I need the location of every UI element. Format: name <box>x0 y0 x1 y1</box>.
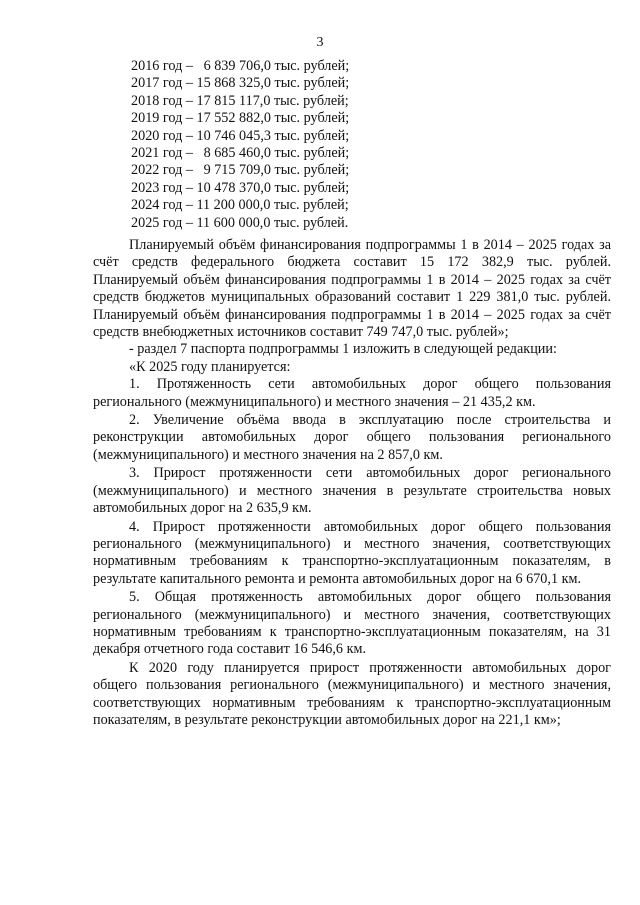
page-number: 3 <box>316 35 324 50</box>
financing-summary-paragraph: Планируемый объём финансирования подпрограммы 1 в 2014 – 2025 годах за счёт средств федерального бюджета составит 15 172 382,9 тыс. рублей. Планируемый объём финансирования подпрограммы 1 в 2014 – 2025 годах за счёт средств бюджетов муниципальных образований составит 1 229 381,0 тыс. рублей. Планируемый объём финансирования подпрограммы 1 в 2014 – 2025 годах за счёт средств внебюджетных источников составит 749 747,0 тыс. рублей»; <box>93 237 611 341</box>
year-row: 2019 год – 17 552 882,0 тыс. рублей; <box>131 110 350 127</box>
financing-by-year-list <box>131 58 349 232</box>
year-row: 2016 год – 6 839 706,0 тыс. рублей; <box>131 58 350 74</box>
planned-results-intro: «К 2025 году планируется: <box>129 358 291 375</box>
year-row: 2020 год – 10 746 045,3 тыс. рублей; <box>131 127 350 144</box>
year-row: 2025 год – 11 600 000,0 тыс. рублей. <box>131 214 349 231</box>
planned-result-item: 4. Прирост протяженности автомобильных дорог общего пользования регионального (межмуниципального) и местного значения, соответствующих нормативным требованиям к транспортно-эксплуатационным показателям, в результате капитального ремонта и ремонта автомобильных дорог на 6 670,1 км. <box>93 518 611 587</box>
planned-result-item: 2. Увеличение объёма ввода в эксплуатацию после строительства и реконструкции автомобильных дорог общего пользования регионального (межмуниципального) и местного значения на 2 857,0 км. <box>93 412 611 463</box>
planned-result-item: 3. Прирост протяженности сети автомобильных дорог регионального (межмуниципального) и местного значения в результате строительства новых автомобильных дорог на 2 635,9 км. <box>93 465 611 517</box>
section-amendment-paragraph: - раздел 7 паспорта подпрограммы 1 изложить в следующей редакции: <box>129 341 557 358</box>
planned-2020-paragraph: К 2020 году планируется прирост протяженности автомобильных дорог общего пользования регионального (межмуниципального) и местного значения, соответствующих нормативным требованиям к транспортно-эксплуатационным показателям, в результате реконструкции автомобильных дорог на 221,1 км»; <box>93 659 611 728</box>
year-row: 2023 год – 10 478 370,0 тыс. рублей; <box>131 179 350 196</box>
document-body <box>93 237 611 729</box>
year-row: 2024 год – 11 200 000,0 тыс. рублей; <box>131 197 349 214</box>
planned-result-item: 5. Общая протяженность автомобильных дорог общего пользования регионального (межмуниципального) и местного значения, соответствующих нормативным требованиям к транспортно-эксплуатационным показателям, на 31 декабря отчетного года составит 16 546,6 км. <box>93 589 611 658</box>
year-row: 2018 год – 17 815 117,0 тыс. рублей; <box>131 92 349 109</box>
year-row: 2021 год – 8 685 460,0 тыс. рублей; <box>131 145 350 162</box>
year-row: 2022 год – 9 715 709,0 тыс. рублей; <box>131 162 350 179</box>
planned-result-item: 1. Протяженность сети автомобильных дорог общего пользования регионального (межмуниципального) и местного значения – 21 435,2 км. <box>93 376 611 410</box>
year-row: 2017 год – 15 868 325,0 тыс. рублей; <box>131 75 350 92</box>
